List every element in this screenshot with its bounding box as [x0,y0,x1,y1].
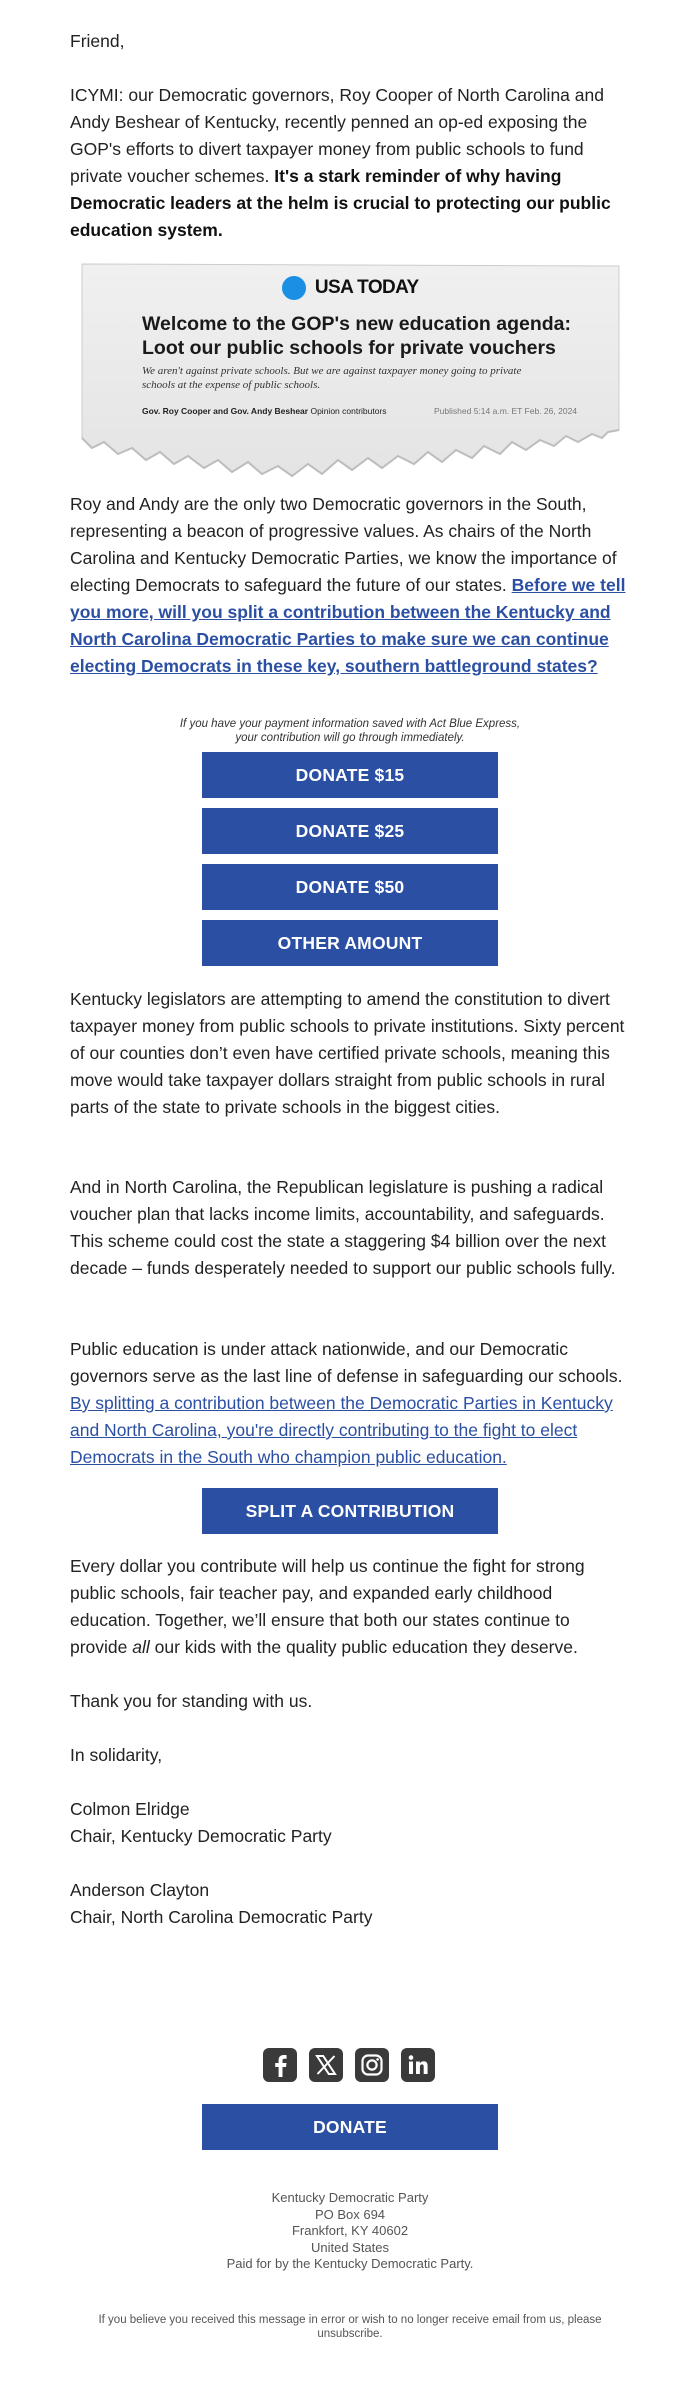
instagram-icon[interactable] [355,2048,389,2082]
article-published: Published 5:14 a.m. ET Feb. 26, 2024 [434,406,578,416]
para4: And in North Carolina, the Republican legislature is pushing a radical voucher plan that lacks income limits, accountability, and safeguards. This scheme could cost the state a staggering $4 billion over the next decade – funds desperately needed to support our public schools fully. [70,1177,616,1278]
logo-text: USA TODAY [314,277,419,298]
thanks: Thank you for standing with us. [70,1691,313,1711]
para2 [70,491,630,680]
greeting-block [70,28,630,55]
footer-address [150,2190,550,2273]
article-byline [142,406,387,416]
signer1-name: Colmon Elridge [70,1799,190,1819]
para3-block [70,986,630,1121]
para6-before: Every dollar you contribute will help us continue the fight for strong public schools, fair teacher pay, and expanded early childhood education. Together, we’ll ensure that both our states continue to provide [70,1556,585,1657]
intro-text: ICYMI: our Democratic governors, Roy Cooper of North Carolina and Andy Beshear of Kentucky, recently penned an op-ed exposing the GOP's efforts to divert taxpayer money from public schools to fund private voucher schemes. [70,85,604,186]
donate-15-button[interactable]: DONATE $15 [202,752,498,798]
usatoday-logo [80,276,621,300]
signer1-title: Chair, Kentucky Democratic Party [70,1826,332,1846]
byline-names: Gov. Roy Cooper and Gov. Andy Beshear [142,406,309,416]
footer-country: United States [310,2239,390,2255]
para2-text: Roy and Andy are the only two Democratic governors in the South, representing a beacon of progressive values. As chairs of the North Carolina and Kentucky Democratic Parties, we know the importance of electing Democrats to safeguard the future of our states. [70,494,617,595]
footer-address2: Frankfort, KY 40602 [291,2223,409,2238]
para5-text: Public education is under attack nationwide, and our Democratic governors serve as the last line of defense in safeguarding our schools. [70,1339,623,1386]
article-clipping[interactable] [80,262,621,480]
intro-block [70,82,630,244]
article-dek: We aren't against private schools. But we are against taxpayer money going to private schools at the expense of public schools. [142,365,522,391]
linkedin-icon[interactable] [401,2048,435,2082]
split-contribution-link-2[interactable]: By splitting a contribution between the Democratic Parties in Kentucky and North Carolina, you're directly contributing to the fight to elect Democrats in the South who champion public education. [70,1393,613,1467]
footer-address1: PO Box 694 [314,2206,386,2222]
para2-block [70,491,630,680]
thanks-block [70,1688,630,1715]
signer2-title: Chair, North Carolina Democratic Party [70,1907,373,1927]
express-note-line1: If you have your payment information saved with Act Blue Express, [179,718,521,730]
usatoday-dot-icon [282,276,306,300]
intro-paragraph [70,82,630,244]
signoff-block [70,1742,630,1769]
para4-block [70,1174,630,1282]
greeting: Friend, [70,31,125,51]
other-amount-button[interactable]: OTHER AMOUNT [202,920,498,966]
signer1-block [70,1796,630,1850]
x-icon[interactable] [309,2048,343,2082]
intro-bold: It's a stark reminder of why having Democratic leaders at the helm is crucial to protecting our public education system. [70,166,611,240]
split-contribution-button[interactable]: SPLIT A CONTRIBUTION [202,1488,498,1534]
split-contribution-link[interactable]: Before we tell you more, will you split a contribution between the Kentucky and North Carolina Democratic Parties to make sure we can continue electing Democrats in these key, southern battleground states? [70,575,626,676]
express-note-line2: your contribution will go through immediately. [235,732,465,744]
article-headline: Welcome to the GOP's new education agenda: Loot our public schools for private vouchers [142,313,572,359]
para5 [70,1336,630,1471]
act-blue-express-note [150,717,550,745]
signoff: In solidarity, [70,1745,163,1765]
para6-italic: all [132,1637,150,1657]
donate-50-button[interactable]: DONATE $50 [202,864,498,910]
footer-donate-button[interactable]: DONATE [202,2104,498,2150]
article-content [80,262,621,480]
para6-after: our kids with the quality public education they deserve. [149,1637,578,1657]
signer2-name: Anderson Clayton [70,1880,210,1900]
byline-role: Opinion contributors [308,406,387,416]
donate-25-button[interactable]: DONATE $25 [202,808,498,854]
unsubscribe-text[interactable]: If you believe you received this message in error or wish to no longer receive email from us, please unsubscribe. [98,2314,602,2340]
para3: Kentucky legislators are attempting to amend the constitution to divert taxpayer money from public schools to private institutions. Sixty percent of our counties don’t even have certified private schools, meaning this move would take taxpayer dollars straight from public schools in rural parts of the state to private schools in the biggest cities. [70,989,625,1117]
para6 [70,1553,630,1661]
para6-block [70,1553,630,1661]
facebook-icon[interactable] [263,2048,297,2082]
footer-org: Kentucky Democratic Party [271,2190,429,2205]
footer-paid-for: Paid for by the Kentucky Democratic Party. [226,2256,474,2271]
signer2-block [70,1877,630,1931]
para5-block [70,1336,630,1471]
